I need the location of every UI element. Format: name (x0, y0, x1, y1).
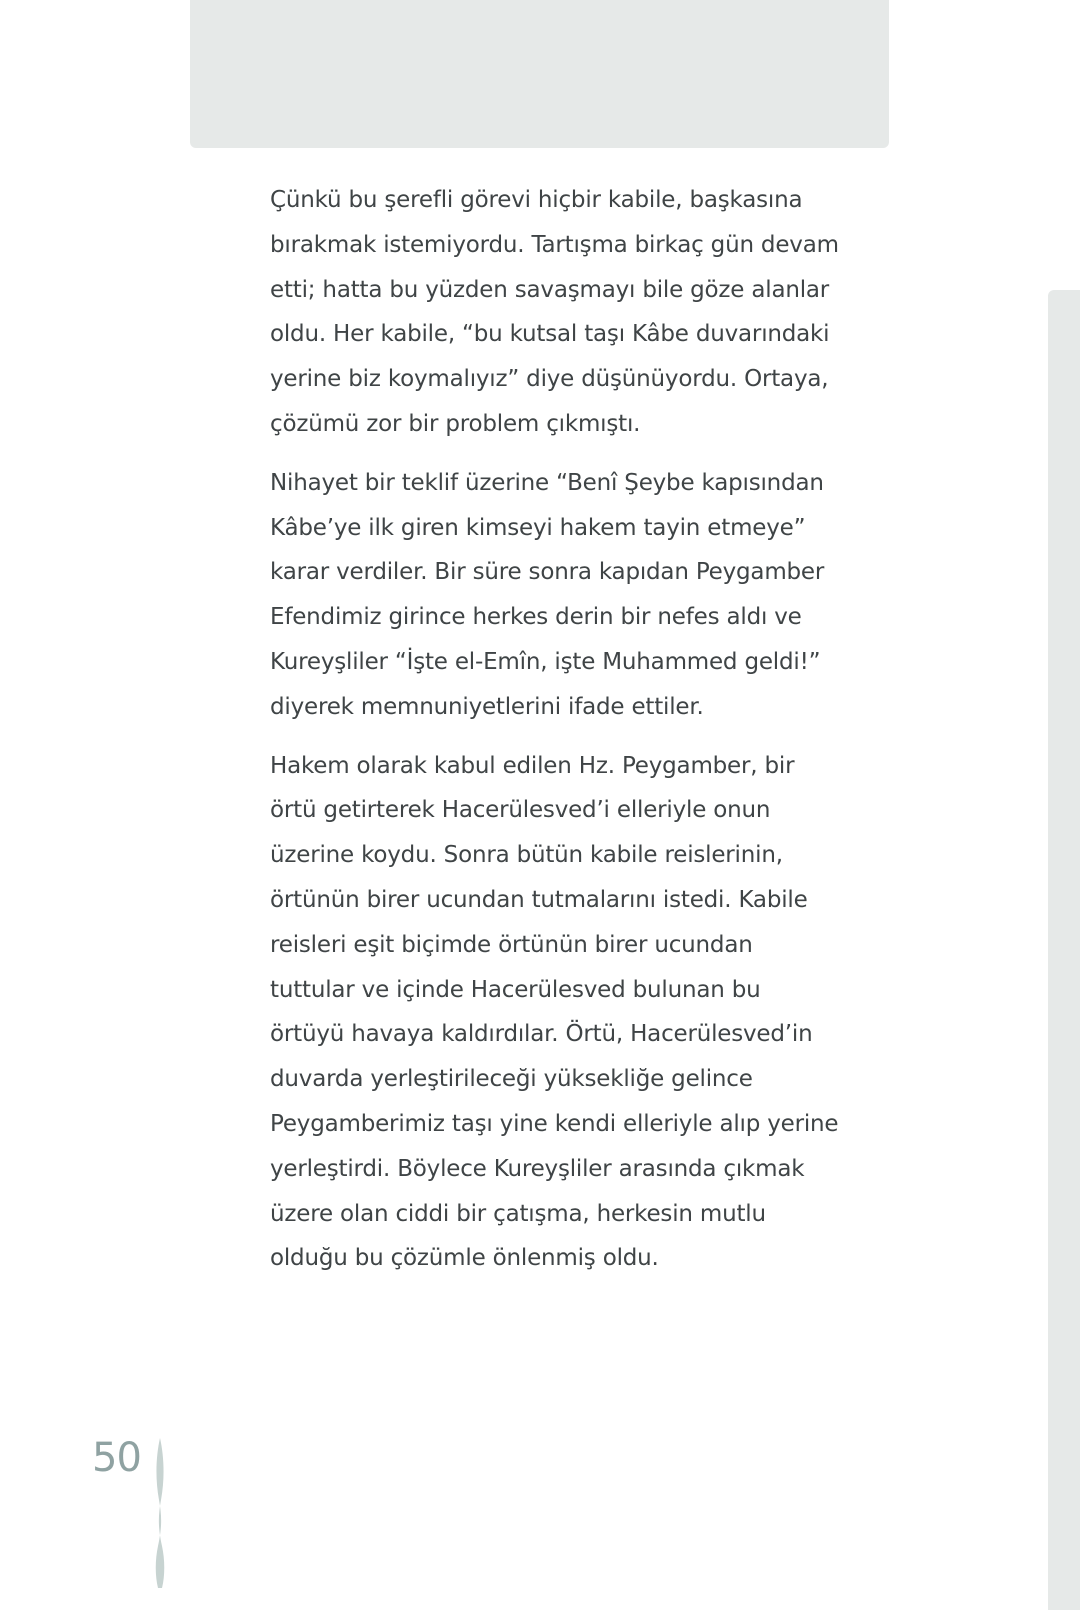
text-line: reisleri eşit biçimde örtünün birer ucundan (270, 931, 753, 958)
page-number: 50 (92, 1435, 141, 1481)
paragraph-3 (270, 744, 839, 1282)
text-line: diyerek memnuniyetlerini ifade ettiler. (270, 693, 704, 720)
decorative-ornament-icon (150, 1438, 170, 1588)
text-line: üzerine koydu. Sonra bütün kabile reislerinin, (270, 842, 783, 869)
text-line: üzere olan ciddi bir çatışma, herkesin mutlu (270, 1200, 766, 1227)
text-line: olduğu bu çözümle önlenmiş oldu. (270, 1245, 659, 1272)
text-line: Efendimiz girince herkes derin bir nefes aldı ve (270, 604, 802, 631)
text-line: çözümü zor bir problem çıkmıştı. (270, 410, 641, 437)
top-image-placeholder (190, 0, 889, 148)
text-line: Nihayet bir teklif üzerine “Benî Şeybe kapısından (270, 469, 824, 496)
text-line: yerine biz koymalıyız” diye düşünüyordu. Ortaya, (270, 366, 829, 393)
text-line: tuttular ve içinde Hacerülesved bulunan bu (270, 976, 761, 1003)
text-line: örtünün birer ucundan tutmalarını istedi. Kabile (270, 886, 808, 913)
text-line: yerleştirdi. Böylece Kureyşliler arasında çıkmak (270, 1155, 805, 1182)
side-margin-strip (1048, 290, 1080, 1610)
text-line: Çünkü bu şerefli görevi hiçbir kabile, başkasına (270, 187, 803, 213)
text-line: etti; hatta bu yüzden savaşmayı bile göze alanlar (270, 276, 830, 303)
paragraph-1 (270, 178, 839, 447)
text-line: Peygamberimiz taşı yine kendi elleriyle alıp yerine (270, 1110, 839, 1137)
text-line: oldu. Her kabile, “bu kutsal taşı Kâbe duvarındaki (270, 321, 830, 348)
paragraph-2 (270, 461, 830, 730)
text-line: bırakmak istemiyordu. Tartışma birkaç gün devam (270, 231, 839, 258)
text-line: karar verdiler. Bir süre sonra kapıdan Peygamber (270, 559, 825, 586)
text-line: duvarda yerleştirileceği yüksekliğe gelince (270, 1066, 753, 1093)
text-line: Hakem olarak kabul edilen Hz. Peygamber, bir (270, 752, 795, 779)
text-line: örtü getirterek Hacerülesved’i elleriyle onun (270, 797, 771, 824)
text-line: Kureyşliler “İşte el-Emîn, işte Muhammed geldi!” (270, 648, 821, 675)
body-text (270, 178, 839, 1295)
text-line: Kâbe’ye ilk giren kimseyi hakem tayin etmeye” (270, 514, 806, 541)
text-line: örtüyü havaya kaldırdılar. Örtü, Hacerülesved’in (270, 1021, 813, 1048)
